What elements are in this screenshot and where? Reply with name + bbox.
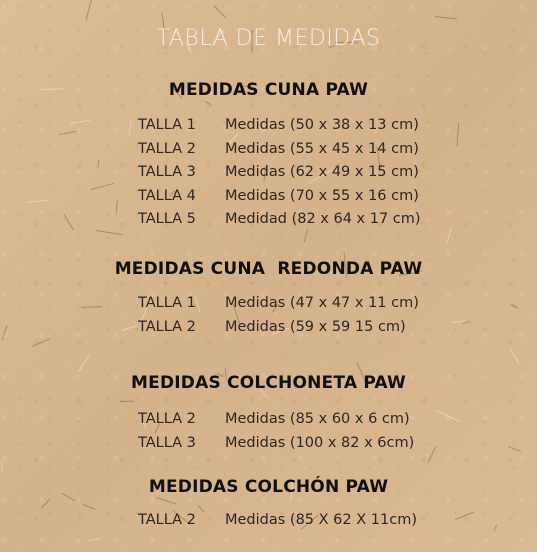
paper-fiber [509, 348, 519, 364]
measure-value: Medidas (62 x 49 x 15 cm) [225, 164, 419, 180]
section-heading: MEDIDAS CUNA REDONDA PAW [114, 259, 423, 279]
measure-value: Medidas (55 x 45 x 14 cm) [225, 140, 419, 157]
paper-fiber [63, 214, 73, 230]
paper-fiber [128, 121, 131, 135]
paper-fiber [97, 160, 99, 168]
paper-fiber [91, 182, 115, 189]
measure-value: Medidad (82 x 64 x 17 cm) [225, 211, 421, 227]
paper-fiber [120, 401, 134, 402]
paper-fiber [456, 122, 459, 145]
paper-fiber [455, 512, 474, 520]
section-colchoneta [0, 373, 537, 451]
size-label: TALLA 1 [138, 117, 196, 133]
section-cuna-redonda [0, 259, 537, 335]
size-label: TALLA 2 [138, 140, 196, 157]
size-label: TALLA 2 [138, 318, 196, 335]
paper-fiber [96, 230, 123, 235]
page-title: TABLA DE MEDIDAS [156, 26, 381, 51]
paper-fiber [1, 462, 2, 472]
table-row [138, 319, 419, 343]
size-label: TALLA 2 [138, 512, 196, 528]
section-heading: MEDIDAS COLCHÓN PAW [148, 477, 389, 497]
paper-fiber [435, 16, 457, 20]
size-label: TALLA 4 [138, 187, 196, 204]
paper-fiber [428, 446, 437, 462]
paper-fiber [85, 0, 92, 21]
paper-fiber [156, 497, 177, 505]
table-row [138, 211, 421, 235]
paper-fiber [70, 120, 90, 124]
table-row [138, 164, 421, 188]
size-label: TALLA 5 [138, 211, 196, 227]
measure-value: Medidas (47 x 47 x 11 cm) [225, 295, 419, 311]
table-row [138, 411, 414, 435]
table-row [138, 512, 417, 536]
table-row [138, 435, 414, 459]
paper-fiber [32, 338, 50, 347]
measure-value: Medidas (85 X 62 X 11cm) [225, 512, 417, 528]
section-colchon [0, 477, 537, 528]
paper-fiber [26, 200, 48, 203]
paper-fiber [79, 354, 90, 372]
paper-fiber [446, 227, 451, 243]
measure-value: Medidas (100 x 82 x 6cm) [225, 434, 415, 451]
table-row [138, 117, 421, 141]
size-label: TALLA 3 [138, 164, 196, 180]
paper-fiber [41, 498, 51, 509]
paper-fiber [89, 538, 101, 541]
section-cuna [0, 80, 537, 227]
measure-value: Medidas (50 x 38 x 13 cm) [225, 117, 419, 133]
paper-fiber [59, 130, 77, 134]
section-heading: MEDIDAS CUNA PAW [168, 80, 369, 100]
paper-fiber [493, 525, 497, 532]
paper-fiber [436, 410, 460, 422]
paper-fiber [204, 101, 210, 105]
size-label: TALLA 3 [138, 434, 196, 451]
table-row [138, 295, 419, 319]
paper-fiber [1, 325, 7, 341]
paper-fiber [214, 5, 226, 18]
measure-value: Medidas (70 x 55 x 16 cm) [225, 187, 419, 204]
measure-value: Medidas (59 x 59 15 cm) [225, 318, 406, 335]
paper-fiber [81, 306, 102, 308]
measure-value: Medidas (85 x 60 x 6 cm) [225, 411, 410, 427]
section-heading: MEDIDAS COLCHONETA PAW [131, 373, 406, 393]
size-label: TALLA 2 [138, 411, 196, 427]
table-row [138, 141, 421, 165]
paper-fiber [115, 199, 117, 214]
paper-fiber [507, 446, 520, 452]
size-label: TALLA 1 [138, 295, 196, 311]
paper-fiber [83, 504, 96, 510]
table-row [138, 188, 421, 212]
paper-fiber [511, 304, 518, 308]
paper-fiber [122, 325, 138, 331]
